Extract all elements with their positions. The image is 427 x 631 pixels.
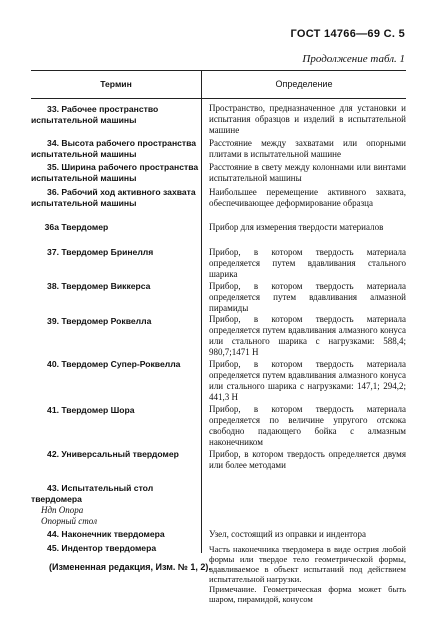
term-number: 41. xyxy=(47,405,59,415)
term-text: Твердомер Бринелля xyxy=(61,247,154,257)
term-39 xyxy=(31,316,201,327)
definition-39: Прибор, в котором твердость материала определяется путем вдавливания алмазного конуса или стального шарика с нагрузками: 588,4; 980,7;1471 Н xyxy=(209,314,406,357)
term-number: 40. xyxy=(47,359,59,369)
term-33 xyxy=(31,104,201,126)
term-text: Рабочее пространство испытательной машины xyxy=(31,104,159,125)
column-divider xyxy=(201,71,202,553)
term-text: Твердомер Супер-Роквелла xyxy=(61,359,181,369)
term-number: 39. xyxy=(47,316,59,326)
definition-45-text: Часть наконечника твердомера в виде острия любой формы или твердое тело геометрической формы, вдавливаемое в объект испытаний под действием испытательной нагрузки. xyxy=(209,544,406,584)
definition-38: Прибор, в котором твердость материала определяется путем вдавливания алмазной пирамиды xyxy=(209,281,406,313)
term-text: Индентор твердомера xyxy=(61,543,157,553)
definition-42: Прибор, в котором твердость определяется двумя или более методами xyxy=(209,449,406,470)
page-header: ГОСТ 14766—69 С. 5 xyxy=(290,28,405,40)
amendment-note: (Измененная редакция, Изм. № 1, 2). xyxy=(49,562,211,572)
term-number: 45. xyxy=(47,543,59,553)
term-43-deprecated: Ндп Опора xyxy=(41,505,84,515)
column-header-term: Термин xyxy=(100,79,132,89)
term-34 xyxy=(31,138,201,160)
term-38 xyxy=(31,281,201,292)
term-number: 44. xyxy=(47,529,59,539)
term-36 xyxy=(31,187,201,209)
term-text: Твердомер Шора xyxy=(61,405,135,415)
definition-36a: Прибор для измерения твердости материалов xyxy=(209,222,384,232)
term-number: 36. xyxy=(47,187,59,197)
term-text: Твердомер Роквелла xyxy=(61,316,152,326)
term-text: Твердомер Виккерса xyxy=(61,281,151,291)
definition-36: Наибольшее перемещение активного захвата, обеспечивающее деформирование образца xyxy=(209,187,406,208)
definition-45 xyxy=(209,544,406,604)
term-number: 34. xyxy=(47,138,59,148)
term-41 xyxy=(31,405,201,416)
table-continuation: Продолжение табл. 1 xyxy=(302,53,405,65)
term-number: 36а xyxy=(44,222,59,232)
definition-37: Прибор, в котором твердость материала определяется путем вдавливания стального шарика xyxy=(209,247,406,279)
term-44 xyxy=(31,529,201,540)
term-43-synonym: Опорный стол xyxy=(41,516,98,526)
definition-35: Расстояние в свету между колоннами или винтами испытательной машины xyxy=(209,162,406,183)
term-text: Испытательный стол твердомера xyxy=(31,483,154,504)
term-45 xyxy=(31,543,201,554)
term-43 xyxy=(31,483,201,527)
column-header-definition: Определение xyxy=(275,79,333,89)
definition-40: Прибор, в котором твердость материала определяется путем вдавливания алмазного конуса или стального шарика с нагрузками: 147,1; 294,2; 441,3 Н xyxy=(209,359,406,402)
term-37 xyxy=(31,247,201,258)
term-text: Универсальный твердомер xyxy=(61,449,179,459)
header-divider xyxy=(31,98,406,99)
term-36a xyxy=(31,222,201,233)
term-text: Ширина рабочего пространства испытательной машины xyxy=(31,162,199,183)
definition-34: Расстояние между захватами или опорными плитами в испытательной машине xyxy=(209,138,406,159)
definition-33: Пространство, предназначенное для установки и испытания образцов и изделий в испытательной машине xyxy=(209,103,406,135)
term-35 xyxy=(31,162,201,184)
term-number: 42. xyxy=(47,449,59,459)
term-number: 33. xyxy=(47,104,59,114)
term-text: Твердомер xyxy=(61,222,109,232)
definition-44: Узел, состоящий из оправки и индентора xyxy=(209,529,366,539)
term-text: Высота рабочего пространства испытательной машины xyxy=(31,138,197,159)
definition-41: Прибор, в котором твердость материала определяется по величине упругого отскока свободно падающего бойка с алмазным наконечником xyxy=(209,404,406,447)
term-text: Рабочий ход активного захвата испытательной машины xyxy=(31,187,196,208)
term-number: 35. xyxy=(47,162,59,172)
term-number: 37. xyxy=(47,247,59,257)
term-text: Наконечник твердомера xyxy=(61,529,165,539)
definition-45-note: Примечание. Геометрическая форма может быть шаром, пирамидой, конусом xyxy=(209,584,406,604)
term-number: 38. xyxy=(47,281,59,291)
term-40 xyxy=(31,359,201,370)
term-number: 43. xyxy=(47,483,59,493)
term-42 xyxy=(31,449,201,460)
